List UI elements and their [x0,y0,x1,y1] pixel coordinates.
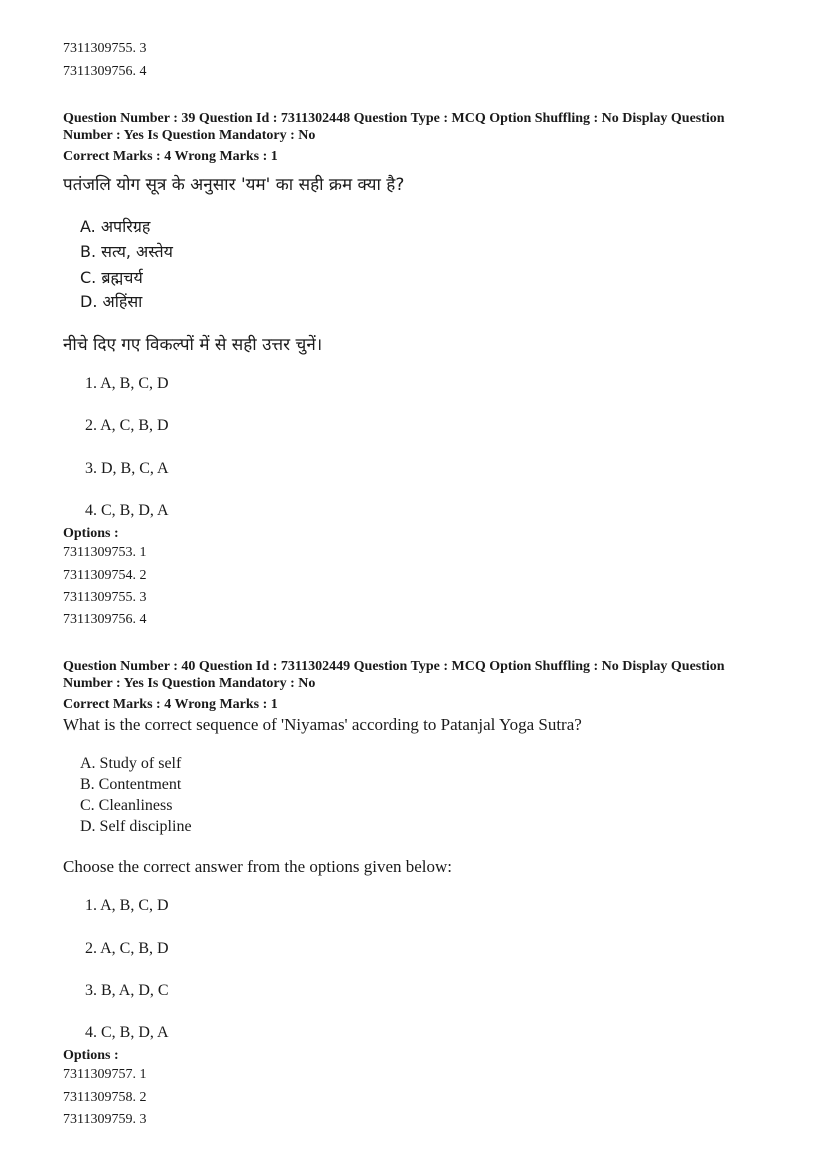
q40-question-text: What is the correct sequence of 'Niyamas' according to Patanjal Yoga Sutra? [63,715,582,734]
q40-options-label: Options : [63,1048,119,1063]
q39-item-d: D. अहिंसा [80,292,143,311]
q39-meta-line1: Question Number : 39 Question Id : 7311302448 Question Type : MCQ Option Shuffling : No Display Question [63,111,725,126]
q39-option-3: 7311309755. 3 [63,590,147,605]
q40-item-c: C. Cleanliness [80,797,173,814]
q40-item-a: A. Study of self [80,755,182,772]
q40-item-b: B. Contentment [80,776,182,793]
q40-marks: Correct Marks : 4 Wrong Marks : 1 [63,697,278,712]
q40-choice-4: 4. C, B, D, A [85,1024,169,1041]
prev-option-4: 7311309756. 4 [63,64,147,79]
q40-choice-2: 2. A, C, B, D [85,940,169,957]
q39-instruction: नीचे दिए गए विकल्पों में से सही उत्तर चुनें। [63,335,323,355]
q40-choice-3: 3. B, A, D, C [85,982,169,999]
q39-marks: Correct Marks : 4 Wrong Marks : 1 [63,149,278,164]
q39-choice-1: 1. A, B, C, D [85,375,169,392]
q40-item-d: D. Self discipline [80,818,192,835]
q39-item-a: A. अपरिग्रह [80,217,151,236]
q39-choice-2: 2. A, C, B, D [85,417,169,434]
q40-instruction: Choose the correct answer from the options given below: [63,857,453,876]
q39-item-b: B. सत्य, अस्तेय [80,242,173,261]
q39-choice-4: 4. C, B, D, A [85,502,169,519]
q39-item-c: C. ब्रह्मचर्य [80,268,143,287]
q40-choice-1: 1. A, B, C, D [85,897,169,914]
q39-option-4: 7311309756. 4 [63,612,147,627]
q40-meta-line2: Number : Yes Is Question Mandatory : No [63,676,316,691]
q39-meta-line2: Number : Yes Is Question Mandatory : No [63,128,316,143]
q39-option-2: 7311309754. 2 [63,568,147,583]
q40-meta-line1: Question Number : 40 Question Id : 7311302449 Question Type : MCQ Option Shuffling : No Display Question [63,659,725,674]
q39-options-label: Options : [63,526,119,541]
prev-option-3: 7311309755. 3 [63,41,147,56]
q40-option-3: 7311309759. 3 [63,1112,147,1127]
q39-choice-3: 3. D, B, C, A [85,460,169,477]
q39-question-text: पतंजलि योग सूत्र के अनुसार 'यम' का सही क्रम क्या है? [63,175,405,195]
q40-option-2: 7311309758. 2 [63,1090,147,1105]
q40-option-1: 7311309757. 1 [63,1067,147,1082]
q39-option-1: 7311309753. 1 [63,545,147,560]
